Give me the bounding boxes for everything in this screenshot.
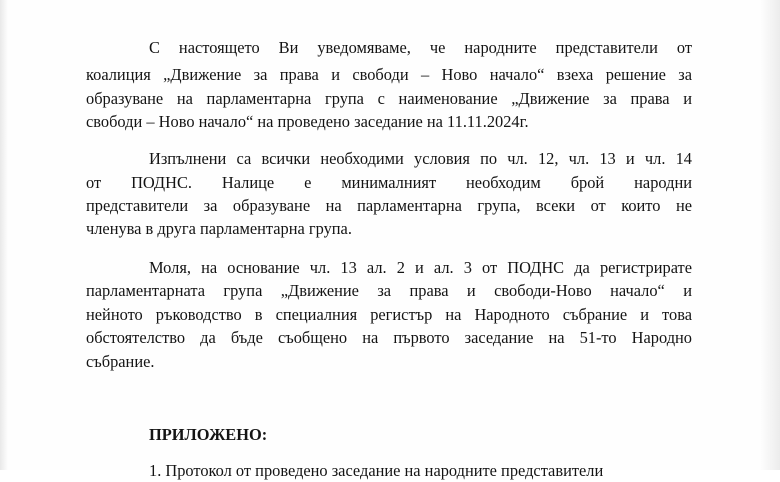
sheet-shadow-left <box>0 0 8 470</box>
paragraph-3-line-2: парламентарната група „Движение за права и свободи-Ново начало“ и <box>86 281 692 300</box>
paragraph-2-line-4: членува в друга парламентарна група. <box>86 219 352 238</box>
attachment-item-1: 1. Протокол от проведено заседание на народните представители <box>149 461 604 480</box>
paragraph-3-line-5: събрание. <box>86 352 155 371</box>
paragraph-2-line-2: от ПОДНС. Налице е минималният необходим брой народни <box>86 173 692 192</box>
paragraph-2-line-1: Изпълнени са всички необходими условия по чл. 12, чл. 13 и чл. 14 <box>149 149 692 168</box>
sheet-shadow-right <box>760 0 780 470</box>
attachments-heading: ПРИЛОЖЕНО: <box>149 425 268 444</box>
paragraph-1-line-2: коалиция „Движение за права и свободи – Ново начало“ взеха решение за <box>86 65 692 84</box>
paragraph-1-line-4: свободи – Ново начало“ на проведено заседание на 11.11.2024г. <box>86 112 529 131</box>
paragraph-3-line-4: обстоятелство да бъде съобщено на първото заседание на 51-то Народно <box>86 328 692 347</box>
paragraph-1-line-3: образуване на парламентарна група с наименование „Движение за права и <box>86 89 692 108</box>
paragraph-1-line-1: С настоящето Ви уведомяваме, че народните представители от <box>149 38 692 57</box>
paragraph-2-line-3: представители за образуване на парламентарна група, всеки от които не <box>86 196 692 215</box>
paragraph-3-line-3: нейното ръководство в специалния регистър на Народното събрание и това <box>86 305 692 324</box>
paragraph-3-line-1: Моля, на основание чл. 13 ал. 2 и ал. 3 от ПОДНС да регистрирате <box>149 258 692 277</box>
